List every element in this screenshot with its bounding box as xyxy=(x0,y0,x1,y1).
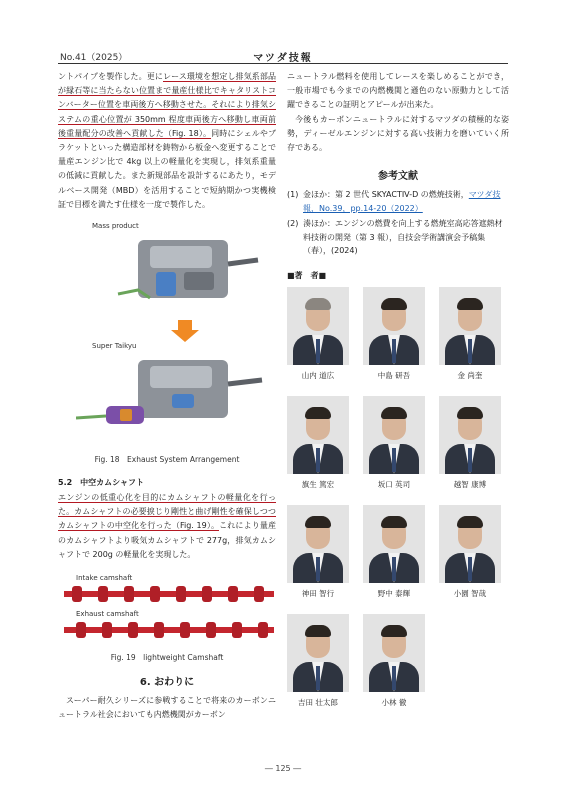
author-card xyxy=(363,396,425,505)
author-name: 金 尚奎 xyxy=(457,370,483,380)
author-card xyxy=(363,287,425,396)
author-name: 小園 智哉 xyxy=(453,588,487,598)
left-column xyxy=(58,70,276,722)
figure-19 xyxy=(58,572,276,648)
reference-item xyxy=(287,188,509,215)
author-name: 野中 泰輝 xyxy=(377,588,411,598)
author-photo xyxy=(287,505,349,583)
figure-18-caption: Fig. 18 Exhaust System Arrangement xyxy=(94,455,240,465)
text-run: 同時にシェルやブラケットといった構造部材を鋳物から板金へ変更することで量産エンジン比で 4kg 以上の軽量化を実現し，排気系重量の低減に貢献した。また新規部品を設計するにあたり，モデルベース開発（MBD）を活用することで短納期かつ実機検証で目標を満たす仕様を一度で製作した。 xyxy=(58,128,276,209)
authors-heading: ■著 者■ xyxy=(287,270,327,280)
author-photo xyxy=(287,614,349,692)
author-photo xyxy=(287,396,349,474)
reference-number: (1) xyxy=(287,190,299,200)
author-name: 旗生 篤宏 xyxy=(301,479,335,489)
author-photo xyxy=(363,396,425,474)
author-card xyxy=(287,287,349,396)
right-column xyxy=(287,70,509,723)
authors-grid xyxy=(287,287,509,723)
page-number: ― 125 ― xyxy=(264,764,302,773)
reference-text xyxy=(303,188,509,215)
author-name: 吉田 壮太郎 xyxy=(298,697,338,707)
paragraph-conclusion-cont: ニュートラル燃料を使用してレースを楽しめることができ，一般市場でも今までの内燃機関と遜色のない原動力として活躍できることの証明とアピールが出来た。 xyxy=(287,72,509,110)
author-name: 山内 道広 xyxy=(301,370,335,380)
section-5-2-title: 5.2 中空カムシャフト xyxy=(58,478,145,488)
label-mass-product: Mass product xyxy=(92,222,139,231)
engine-mass-product-image xyxy=(98,234,268,318)
author-photo xyxy=(363,287,425,365)
author-card xyxy=(287,614,349,723)
author-photo xyxy=(439,396,501,474)
paragraph-conclusion: スーパー耐久シリーズに参戦することで将来のカーボンニュートラル社会においても内燃機関がカーボン xyxy=(58,696,276,720)
orange-arrow-icon xyxy=(178,320,192,330)
reference-link[interactable]: マツダ技報，No.39，pp.14-20（2022） xyxy=(303,190,501,213)
references-title: 参考文献 xyxy=(378,171,418,183)
author-name: 小林 徹 xyxy=(381,697,407,707)
reference-body: 金ほか：第 2 世代 SKYACTIV-D の燃焼技術， xyxy=(303,190,469,200)
author-card xyxy=(363,505,425,614)
figure-19-caption: Fig. 19 lightweight Camshaft xyxy=(110,653,224,663)
text-run: これにより量産のカムシャフトより吸気カムシャフトで 277g，排気カムシャフトで 200g の軽量化を実現した。 xyxy=(58,521,276,559)
paragraph-camshaft xyxy=(58,491,276,562)
author-photo xyxy=(439,287,501,365)
author-photo xyxy=(439,505,501,583)
header-rule xyxy=(58,63,508,64)
underlined-text: エンジンの低重心化を目的にカムシャフトの軽量化を行った。カムシャフトの必要捩じり剛性と曲げ剛性を確保しつつカムシャフトの中空化を行った（Fig. 19）。 xyxy=(58,493,276,531)
author-card xyxy=(287,396,349,505)
author-card xyxy=(439,505,501,614)
exhaust-camshaft-image xyxy=(64,620,274,640)
reference-body: 湊ほか：エンジンの燃費を向上する燃焼室高応答遮熱材料技術の開発（第 3 報），自技会学術講演会予稿集（春），(2024) xyxy=(303,219,503,256)
figure-18 xyxy=(58,220,276,450)
underlined-text: レース環境を想定し排気系部品が縁石等に当たらない位置まで量産仕様比でキャタリストコンバーター位置を車両後方へ移動させた。それにより排気システムの重心位置が 350mm 程度車両後方へ移動し車両前後重量配分の改善へ貢献した（Fig. 18）。 xyxy=(58,72,276,138)
paragraph-outlook: 今後もカーボンニュートラルに対するマツダの積極的な姿勢，ディーゼルエンジンに対する高い技術力を磨いていく所存である。 xyxy=(287,114,509,153)
author-name: 神田 智行 xyxy=(301,588,335,598)
author-photo xyxy=(363,614,425,692)
label-exhaust-camshaft: Exhaust camshaft xyxy=(76,610,139,619)
author-card xyxy=(439,396,501,505)
author-photo xyxy=(363,505,425,583)
header-issue: No.41（2025） xyxy=(60,53,128,63)
paragraph-exhaust xyxy=(58,70,276,212)
author-name: 中島 研吾 xyxy=(377,370,411,380)
text-run: ントパイプを製作した。更に xyxy=(58,72,163,81)
author-photo xyxy=(287,287,349,365)
author-card xyxy=(439,287,501,396)
author-card xyxy=(363,614,425,723)
label-intake-camshaft: Intake camshaft xyxy=(76,574,133,583)
journal-title: マツダ技報 xyxy=(253,53,313,64)
author-name: 越智 康博 xyxy=(453,479,487,489)
engine-super-taikyu-image xyxy=(76,354,272,440)
author-card xyxy=(287,505,349,614)
reference-number: (2) xyxy=(287,219,299,229)
intake-camshaft-image xyxy=(64,584,274,604)
orange-arrow-head-icon xyxy=(171,330,199,342)
section-6-title: 6. おわりに xyxy=(139,677,195,689)
reference-item xyxy=(287,217,509,258)
label-super-taikyu: Super Taikyu xyxy=(92,342,137,351)
author-name: 坂口 英司 xyxy=(377,479,411,489)
